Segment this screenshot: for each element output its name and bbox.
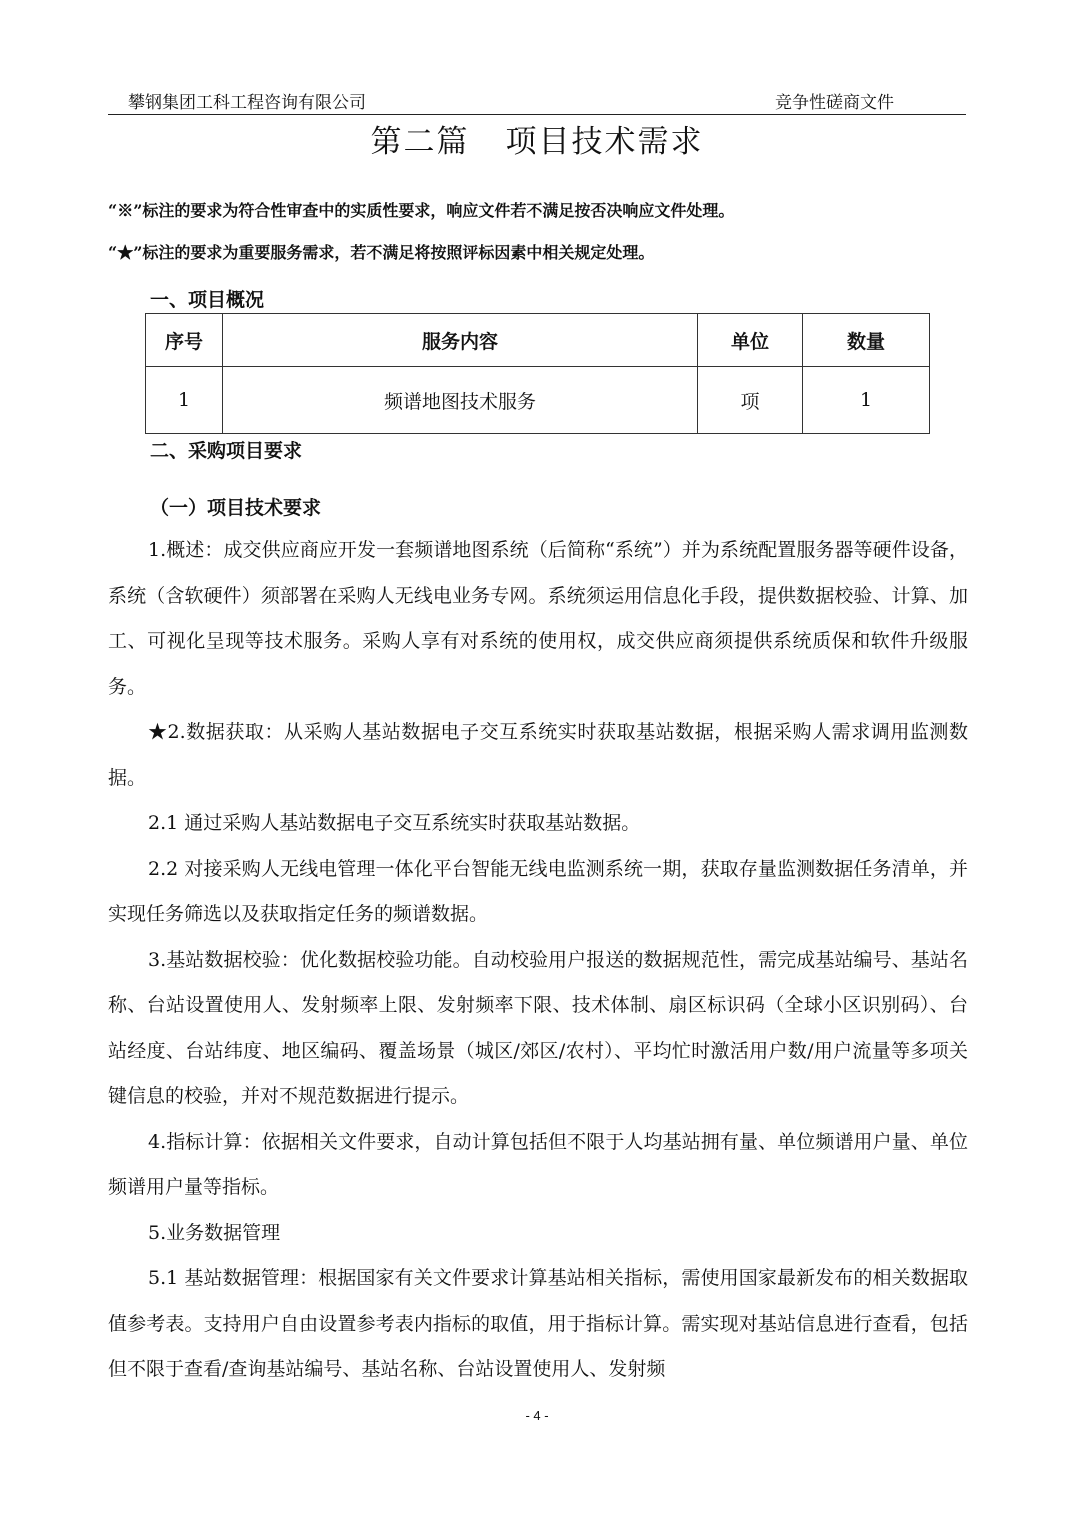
paragraph: 5.业务数据管理: [148, 1221, 281, 1244]
title-name: 项目技术需求: [505, 124, 704, 160]
table-cell: 1: [146, 367, 223, 434]
section2-subheading: （一）项目技术要求: [150, 497, 322, 519]
page-header: [108, 84, 966, 115]
page-title: [0, 116, 1074, 161]
paragraph: 2.1 通过采购人基站数据电子交互系统实时获取基站数据。: [148, 812, 641, 834]
table-row: [146, 367, 930, 434]
page-number: - 4 -: [525, 1408, 549, 1423]
paragraph: 2.2 对接采购人无线电管理一体化平台智能无线电监测系统一期，获取存量监测数据任务清单，并实现任务筛选以及获取指定任务的频谱数据。: [108, 857, 968, 925]
title-part: 第二篇: [370, 124, 470, 160]
paragraph: 1.概述：成交供应商应开发一套频谱地图系统（后简称“系统”）并为系统配置服务器等硬件设备，系统（含软硬件）须部署在采购人无线电业务专网。系统须运用信息化手段，提供数据校验、计算、加工、可视化呈现等技术服务。采购人享有对系统的使用权，成交供应商须提供系统质保和软件升级服务。: [108, 539, 968, 698]
note-important: “★”标注的要求为重要服务需求，若不满足将按照评标因素中相关规定处理。: [108, 243, 655, 262]
header-company: 攀钢集团工科工程咨询有限公司: [128, 93, 366, 113]
paragraph: ★2.数据获取：从采购人基站数据电子交互系统实时获取基站数据，根据采购人需求调用监测数据。: [108, 721, 968, 789]
overview-table: [145, 313, 930, 434]
requirements-body: [108, 528, 968, 1393]
note-substantive: “※”标注的要求为符合性审查中的实质性要求，响应文件若不满足按否决响应文件处理。: [108, 201, 735, 220]
table-header-cell: 数量: [803, 314, 930, 367]
paragraph: 4.指标计算：依据相关文件要求，自动计算包括但不限于人均基站拥有量、单位频谱用户量、单位频谱用户量等指标。: [108, 1130, 968, 1198]
paragraph: 3.基站数据校验：优化数据校验功能。自动校验用户报送的数据规范性，需完成基站编号、基站名称、台站设置使用人、发射频率上限、发射频率下限、技术体制、扇区标识码（全球小区识别码）、台站经度、台站纬度、地区编码、覆盖场景（城区/郊区/农村）、平均忙时激活用户数/用户流量等多项关键信息的校验，并对不规范数据进行提示。: [108, 948, 968, 1107]
paragraph: 5.1 基站数据管理：根据国家有关文件要求计算基站相关指标，需使用国家最新发布的相关数据取值参考表。支持用户自由设置参考表内指标的取值，用于指标计算。需实现对基站信息进行查看，包括但不限于查看/查询基站编号、基站名称、台站设置使用人、发射频: [108, 1267, 968, 1380]
header-doc-type: 竞争性磋商文件: [775, 93, 894, 113]
section1-heading: 一、项目概况: [150, 289, 265, 311]
table-header-cell: 单位: [698, 314, 803, 367]
table-cell: 1: [803, 367, 930, 434]
table-cell: 项: [698, 367, 803, 434]
section2-heading: 二、采购项目要求: [150, 440, 303, 462]
table-header-cell: 序号: [146, 314, 223, 367]
table-header-cell: 服务内容: [223, 314, 698, 367]
table-header-row: [146, 314, 930, 367]
table-cell: 频谱地图技术服务: [223, 367, 698, 434]
